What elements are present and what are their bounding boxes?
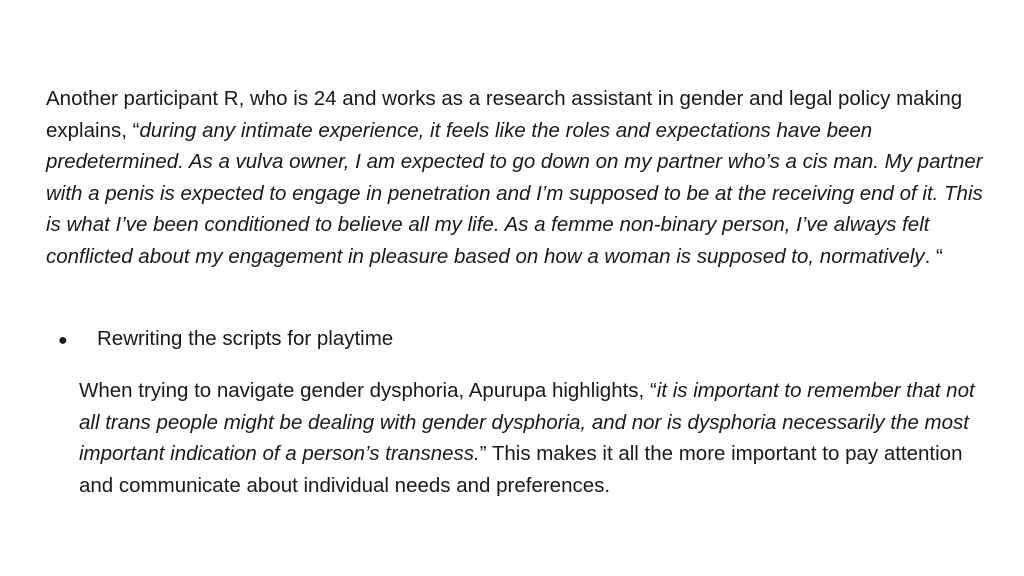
paragraph1-intro: Another participant R, who is 24 and works as a research assistant in gender and legal policy making explains, “ [46,87,963,142]
bullet-item [46,323,986,357]
bullet-label: Rewriting the scripts for playtime [97,327,394,350]
paragraph2-intro: When trying to navigate gender dysphoria, Apurupa highlights, “ [79,379,657,402]
participant-quote-paragraph [46,83,986,272]
paragraph2-outro: ” This makes it all the more important to pay attention and communicate about individual needs and preferences. [79,442,963,497]
paragraph1-quote: during any intimate experience, it feels like the roles and expectations have been predetermined. As a vulva owner, I am expected to go down on my partner who’s a cis man. My partner with a penis is expected to engage in penetration and I’m supposed to be at the receiving end of it. This is what I’ve been conditioned to believe all my life. As a femme non-binary person, I’ve always felt conflicted about my engagement in pleasure based on how a woman is supposed to, normatively [46,118,983,268]
paragraph2-quote: it is important to remember that not all trans people might be dealing with gender dysphoria, and nor is dysphoria necessarily the most important indication of a person’s transness. [79,379,975,465]
bullet-dot-icon: ● [58,332,68,349]
dysphoria-paragraph [79,375,984,501]
paragraph1-closing: . “ [924,244,943,268]
